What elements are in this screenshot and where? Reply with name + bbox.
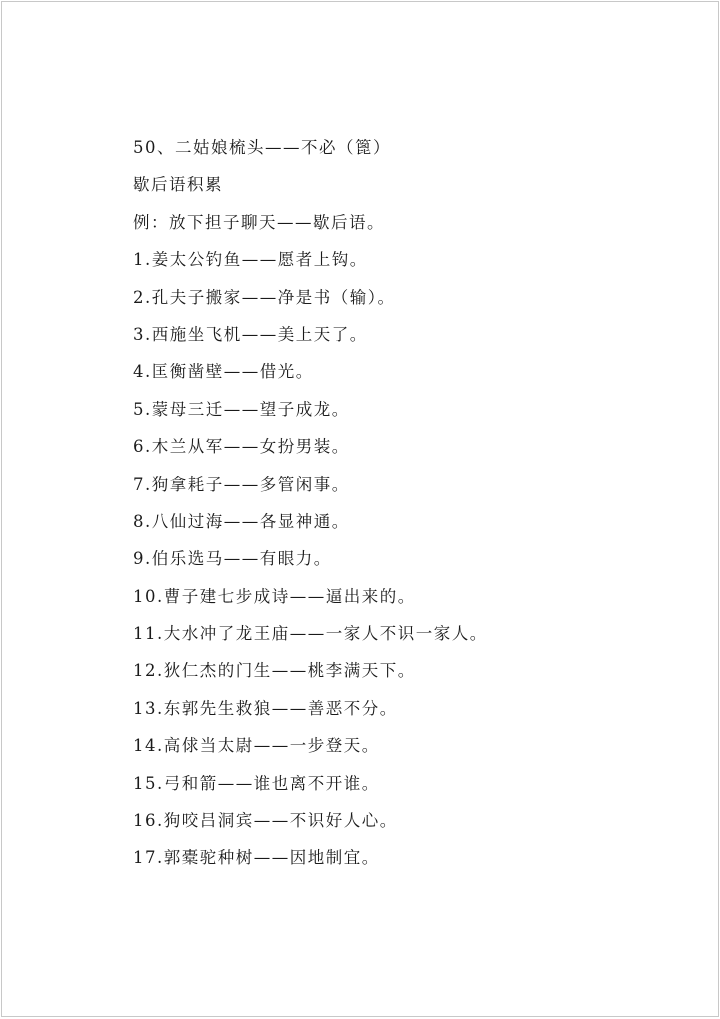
section-heading: 歇后语积累	[133, 175, 223, 195]
list-item: 5.蒙母三迁——望子成龙。	[133, 399, 350, 419]
list-item: 17.郭橐驼种树——因地制宜。	[133, 848, 380, 868]
list-item: 4.匡衡凿壁——借光。	[133, 362, 314, 382]
list-item: 13.东郭先生救狼——善恶不分。	[133, 698, 398, 718]
list-item: 11.大水冲了龙王庙——一家人不识一家人。	[133, 624, 488, 644]
list-item: 7.狗拿耗子——多管闲事。	[133, 474, 350, 494]
example-line: 例：放下担子聊天——歇后语。	[133, 212, 385, 232]
list-item: 1.姜太公钓鱼——愿者上钩。	[133, 250, 368, 270]
list-item: 12.狄仁杰的门生——桃李满天下。	[133, 661, 416, 681]
list-item: 14.高俅当太尉——一步登天。	[133, 736, 380, 756]
list-item: 2.孔夫子搬家——净是书（输）。	[133, 287, 396, 307]
list-item: 15.弓和箭——谁也离不开谁。	[133, 773, 380, 793]
list-item: 10.曹子建七步成诗——逼出来的。	[133, 586, 416, 606]
document-body	[133, 135, 673, 883]
document-page	[1, 1, 719, 1017]
text-line: 50、二姑娘梳头——不必（篦）	[133, 138, 391, 157]
list-item: 3.西施坐飞机——美上天了。	[133, 324, 368, 344]
list-item: 6.木兰从军——女扮男装。	[133, 437, 350, 457]
list-item: 16.狗咬吕洞宾——不识好人心。	[133, 811, 398, 831]
list-item: 8.八仙过海——各显神通。	[133, 511, 350, 531]
list-item: 9.伯乐选马——有眼力。	[133, 549, 332, 569]
